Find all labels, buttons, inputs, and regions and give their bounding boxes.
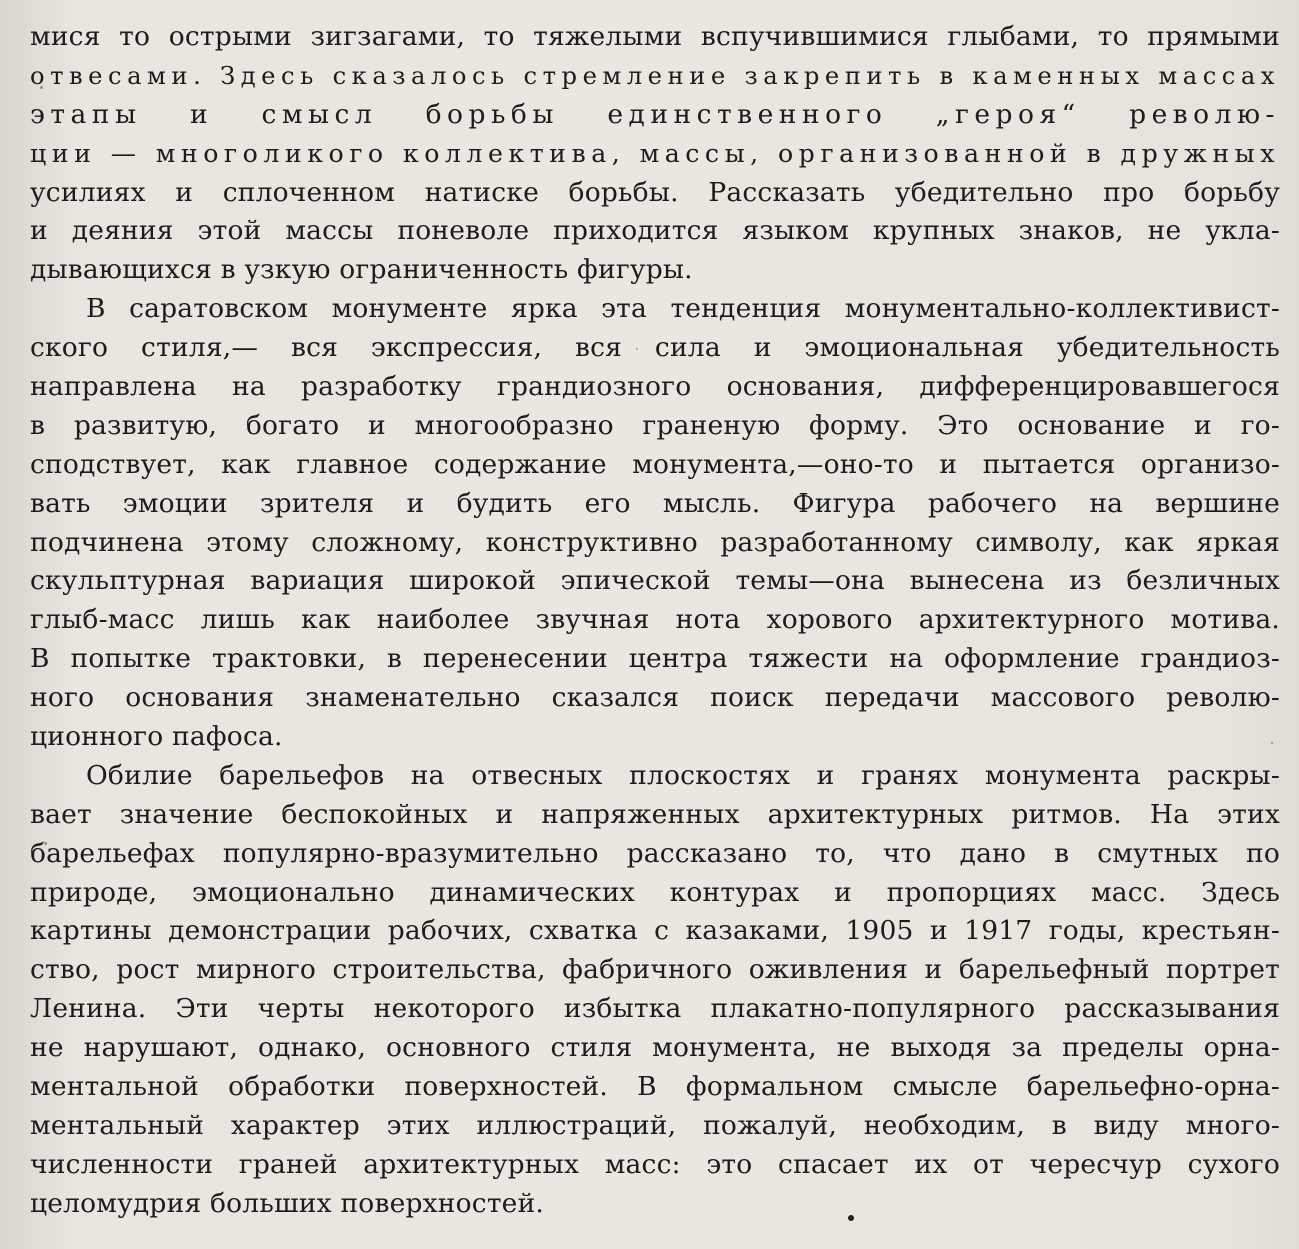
text-line-3: этапы и смысл борьбы единственного „героя“ револю- [30, 98, 1280, 130]
text-line-23: природе, эмоционально динамических контурах и пропорциях масс. Здесь [30, 876, 1280, 908]
text-line-14: подчинена этому сложному, конструктивно разработанному символу, как яркая [30, 526, 1280, 558]
text-line-30: численности граней архитектурных масс: это спасает их от чересчур сухого [30, 1148, 1280, 1180]
text-line-10: направлена на разработку грандиозного основания, дифференцировавшегося [30, 371, 1280, 403]
text-line-2: отвесами. Здесь сказалось стремление закрепить в каменных массах [30, 60, 1280, 90]
text-line-26: Ленина. Эти черты некоторого избытка плакатно-популярного рассказывания [30, 993, 1280, 1025]
paragraph-3-line-1: Обилие барельефов на отвесных плоскостях и гранях монумента раскры- [86, 759, 1280, 791]
text-line-25: ство, рост мирного строительства, фабричного оживления и барельефный портрет [30, 954, 1280, 986]
text-line-5: усилиях и сплоченном натиске борьбы. Рассказать убедительно про борьбу [30, 176, 1280, 208]
text-line-29: ментальный характер этих иллюстраций, пожалуй, необходим, в виду много- [30, 1109, 1280, 1141]
text-line-16: глыб-масс лишь как наиболее звучная нота хорового архитектурного мотива. [30, 604, 1280, 636]
ink-dot [848, 1215, 854, 1221]
text-line-13: вать эмоции зрителя и будить его мысль. Фигура рабочего на вершине [30, 487, 1280, 519]
text-line-22: барельефах популярно-вразумительно рассказано то, что дано в смутных по [30, 837, 1280, 869]
paragraph-2-line-1: В саратовском монументе ярка эта тенденция монументально-коллективист- [86, 293, 1280, 325]
text-line-27: не нарушают, однако, основного стиля монумента, не выходя за пределы орна- [30, 1032, 1280, 1064]
ink-speck [1271, 742, 1273, 744]
text-line-17: В попытке трактовки, в перенесении центра тяжести на оформление грандиоз- [30, 643, 1280, 675]
text-line-7: дывающихся в узкую ограниченность фигуры. [30, 254, 693, 286]
text-line-9: ского стиля,— вся экспрессия, вся сила и эмоциональная убедительность [30, 332, 1280, 364]
ink-speck [40, 86, 43, 89]
ink-speck [636, 348, 638, 350]
ink-speck [44, 842, 47, 845]
text-line-1: мися то острыми зигзагами, то тяжелыми вспучившимися глыбами, то прямыми [30, 21, 1280, 52]
text-line-11: в развитую, богато и многообразно граненую форму. Это основание и го- [30, 409, 1280, 441]
text-line-12: сподствует, как главное содержание монумента,—оно-то и пытается организо- [30, 448, 1280, 480]
text-line-19: ционного пафоса. [30, 721, 283, 753]
text-line-21: вает значение беспокойных и напряженных архитектурных ритмов. На этих [30, 798, 1280, 830]
body-text [30, 18, 1280, 1224]
text-line-4: ции — многоликого коллектива, массы, организованной в дружных [30, 138, 1280, 168]
text-line-24: картины демонстрации рабочих, схватка с казаками, 1905 и 1917 годы, крестьян- [30, 915, 1280, 947]
text-line-18: ного основания знаменательно сказался поиск передачи массового револю- [30, 682, 1280, 714]
text-line-6: и деяния этой массы поневоле приходится языком крупных знаков, не укла- [30, 215, 1280, 247]
text-line-28: ментальной обработки поверхностей. В формальном смысле барельефно-орна- [30, 1071, 1280, 1103]
text-line-15: скульптурная вариация широкой эпической темы—она вынесена из безличных [30, 565, 1280, 597]
text-line-31: целомудрия больших поверхностей. [30, 1187, 545, 1219]
